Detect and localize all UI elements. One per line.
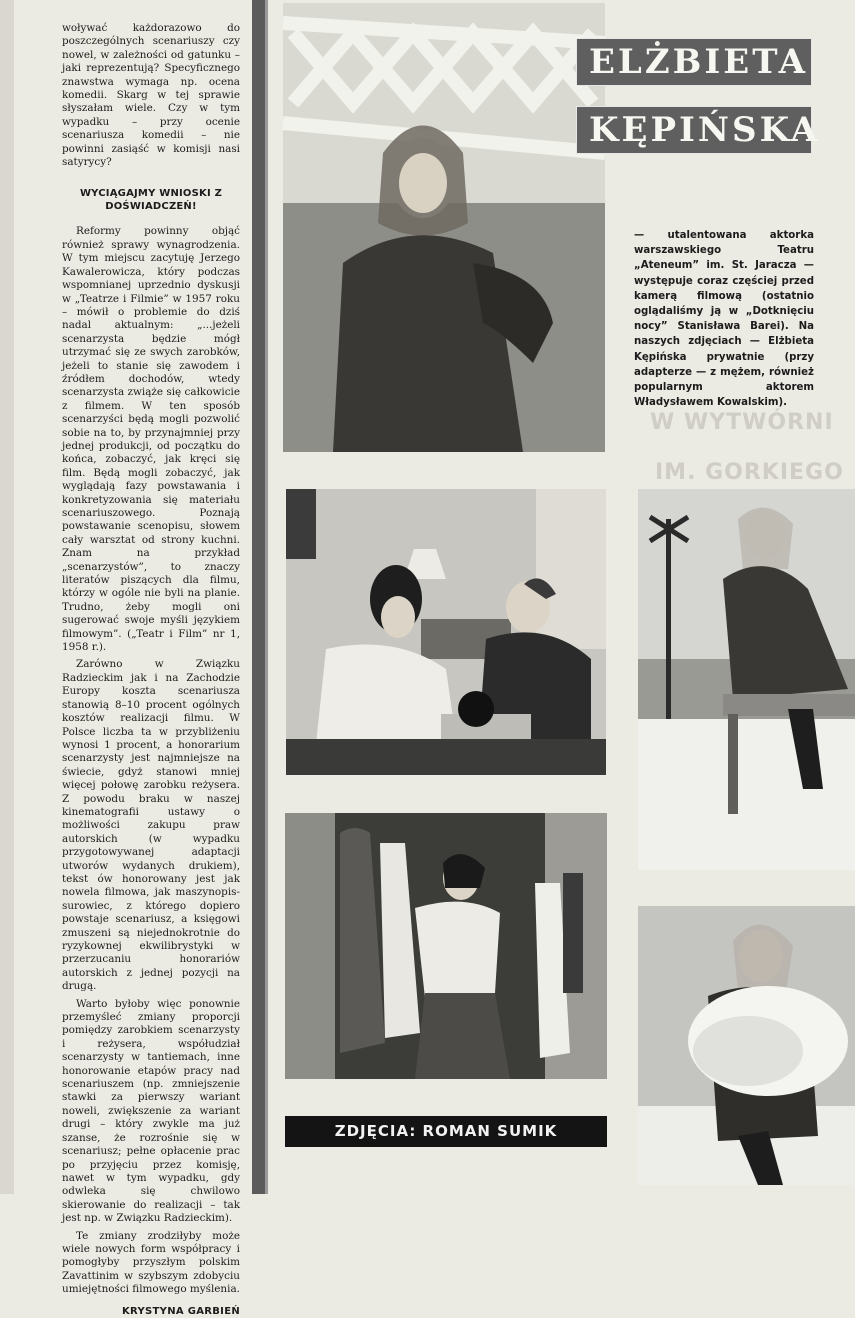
show-through-text: IM. GORKIEGO [655, 460, 844, 485]
show-through-text: W WYTWÓRNI [650, 410, 834, 435]
article-paragraph: Zarówno w Związku Radzieckim jak i na Zachodzie Europy koszta scenariusza stanowią 8–10 procent ogólnych kosztów realizacji filmu. W Polsce liczba ta w przybliżeniu wynosi 1 procent, a honorarium scenarzysty jest najmniejsze na świecie, gdyż stanowi mniej więcej połowę zarobku reżysera. Z powodu braku w naszej kinematografii ustawy o możliwości zakupu praw autorskich (w wypadku przygotowywanej adaptacji utworów wydanych drukiem), tekst ów honorowany jest jak nowela filmowa, jak maszynopis-surowiec, z którego dopiero powstaje scenariusz, a księgowi zmuszeni są niejednokrotnie do ryzykownej ekwilibrystyki w przerzucaniu honorariów autorskich z jednej pozycji na drugą. [62, 658, 240, 993]
column-divider [252, 0, 265, 1194]
author-signature: KRYSTYNA GARBIEŃ [122, 1305, 240, 1317]
feature-title-first-name: ELŻBIETA [576, 38, 812, 86]
feature-title-surname: KĘPIŃSKA [576, 106, 812, 154]
photo-snow-bench [638, 489, 855, 870]
article-paragraph: Warto byłoby więc ponownie przemyśleć zmiany proporcji pomiędzy zarobkiem scenarzysty i reżysera, współudział scenarzysty w tantiemach, inne honorowanie etapów pracy nad scenariuszem (np. zmniejszenie stawki za pierwszy wariant noweli, zwiększenie za wariant drugi – który zwykle ma już szanse, że rozrośnie się w scenariusz; pełne opłacenie prac po przyjęciu przez komisję, nawet w tym wypadku, gdy odwleka się chwilowo skierowanie do realizacji – tak jest np. w Związku Radzieckim). [62, 997, 240, 1225]
photo-snow-bench-image [638, 489, 855, 870]
article-column [62, 22, 240, 1317]
photo-couple-record-player [286, 489, 606, 775]
column-divider-light [265, 0, 268, 1194]
article-subheading: WYCIĄGAJMY WNIOSKI Z DOŚWIADCZEŃ! [79, 188, 223, 213]
photo-portrait-lattice [283, 3, 605, 452]
photo-wardrobe-image [285, 813, 607, 1079]
photo-credit: ZDJĘCIA: ROMAN SUMIK [285, 1116, 607, 1147]
photo-wardrobe [285, 813, 607, 1079]
photo-portrait-lattice-image [283, 3, 605, 452]
article-paragraph: Te zmiany zrodziłyby może wiele nowych form współpracy i pomogłyby przyszłym polskim Zavattinim w szybszym zdobyciu umiejętności filmowego myślenia. [62, 1229, 240, 1296]
photo-snow-throw [638, 906, 855, 1185]
article-paragraph: Reformy powinny objąć również sprawy wynagrodzenia. W tym miejscu zacytuję Jerzego Kawalerowicza, który podczas wspomnianej uprzednio dyskusji w „Teatrze i Filmie” w 1957 roku – mówił o problemie do dziś nadal aktualnym: „...jeżeli scenarzysta będzie mógł utrzymać się ze swych zarobków, jeżeli to stanie się zawodem i źródłem dochodów, wtedy scenarzysta zwiąże się całkowicie z filmem. W ten sposób scenarzyści będą mogli pozwolić sobie na to, by przynajmniej przy jednej produkcji, od początku do końca, zobaczyć, jak kręci się film. Będą mogli zobaczyć, jak wyglądają fazy powstawania i konkretyzowania się materiału scenariuszowego. Poznają powstawanie scenopisu, słowem cały warsztat od strony kuchni. Znam na przykład „scenarzystów”, to znaczy literatów piszących dla filmu, którzy w ogóle nie byli na planie. Trudno, żeby mogli oni sugerować swoje myśli językiem filmowym”. („Teatr i Film” nr 1, 1958 r.). [62, 225, 240, 654]
page-edge [0, 0, 14, 1194]
article-paragraph: woływać każdorazowo do poszczególnych scenariuszy czy nowel, w zależności od gatunku – jaki reprezentują? Specyficznego znawstwa wymaga np. ocena komedii. Skarg w tej sprawie słyszałam wiele. Czy w tym wypadku – przy ocenie scenariusza komedii – nie powinni zasiąść w komisji nasi satyrycy? [62, 22, 240, 169]
photo-snow-throw-image [638, 906, 855, 1185]
feature-caption: — utalentowana aktorka warszawskiego Teatru „Ateneum” im. St. Jaracza — występuje coraz częściej przed kamerą filmową (ostatnio oglądaliśmy ją w „Dotknięciu nocy” Stanisława Barei). Na naszych zdjęciach — Elżbieta Kępińska prywatnie (przy adapterze — z mężem, również popularnym aktorem Władysławem Kowalskim). [634, 230, 814, 409]
photo-couple-record-player-image [286, 489, 606, 775]
